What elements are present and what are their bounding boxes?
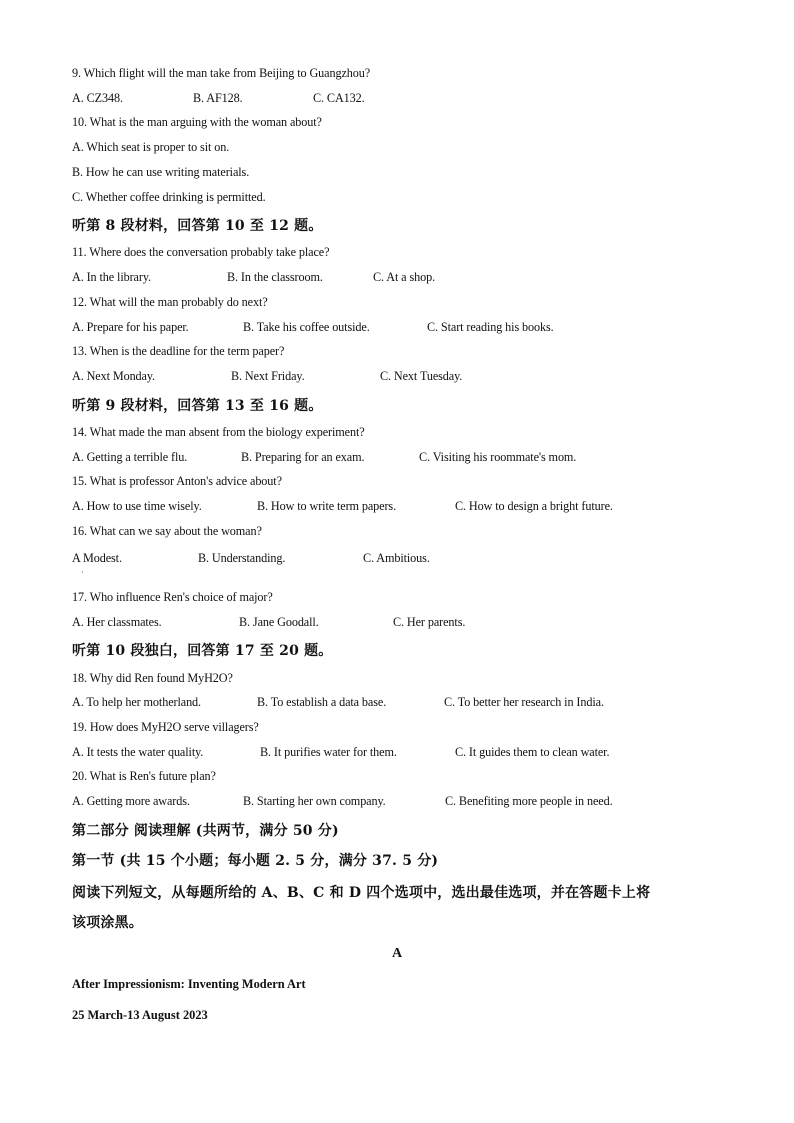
question-18: 18. Why did Ren found MyH2O?: [72, 671, 233, 685]
q9-option-b: B. AF128.: [193, 91, 243, 105]
q17-option-c: C. Her parents.: [393, 615, 466, 629]
q20-option-a: A. Getting more awards.: [72, 794, 190, 808]
q16-option-b: B. Understanding.: [198, 551, 286, 565]
q15-option-c: C. How to design a bright future.: [455, 499, 613, 513]
q12-option-c: C. Start reading his books.: [427, 320, 554, 334]
stray-mark: ·: [81, 568, 84, 577]
question-10: 10. What is the man arguing with the woman about?: [72, 115, 322, 129]
q11-option-b: B. In the classroom.: [227, 270, 323, 284]
section-1-heading: 第一节 (共 15 个小题；每小题 2. 5 分，满分 37. 5 分): [72, 853, 439, 869]
instruction-line-2: 该项涂黑。: [72, 915, 143, 931]
q9-option-c: C. CA132.: [313, 91, 365, 105]
question-9: 9. Which flight will the man take from Beijing to Guangzhou?: [72, 66, 371, 80]
question-14: 14. What made the man absent from the biology experiment?: [72, 425, 365, 439]
q9-option-a: A. CZ348.: [72, 91, 123, 105]
q18-option-b: B. To establish a data base.: [257, 695, 387, 709]
q11-option-a: A. In the library.: [72, 270, 151, 284]
question-20: 20. What is Ren's future plan?: [72, 769, 216, 783]
section-10-heading: 听第 10 段独白，回答第 17 至 20 题。: [72, 643, 333, 659]
q11-option-c: C. At a shop.: [373, 270, 436, 284]
part-2-heading: 第二部分 阅读理解 (共两节，满分 50 分): [72, 823, 339, 839]
section-9-heading: 听第 9 段材料，回答第 13 至 16 题。: [72, 398, 323, 414]
q10-option-b: B. How he can use writing materials.: [72, 165, 250, 179]
q14-option-c: C. Visiting his roommate's mom.: [419, 450, 577, 464]
question-16: 16. What can we say about the woman?: [72, 524, 262, 538]
question-19: 19. How does MyH2O serve villagers?: [72, 720, 259, 734]
q12-option-b: B. Take his coffee outside.: [243, 320, 370, 334]
q15-option-a: A. How to use time wisely.: [72, 499, 202, 513]
instruction-line-1: 阅读下列短文，从每题所给的 A、B、C 和 D 四个选项中，选出最佳选项，并在答题卡上将: [72, 885, 651, 901]
question-15: 15. What is professor Anton's advice about?: [72, 474, 282, 488]
question-12: 12. What will the man probably do next?: [72, 295, 268, 309]
q17-option-b: B. Jane Goodall.: [239, 615, 319, 629]
q19-option-a: A. It tests the water quality.: [72, 745, 204, 759]
question-17: 17. Who influence Ren's choice of major?: [72, 590, 273, 604]
q10-option-a: A. Which seat is proper to sit on.: [72, 140, 230, 154]
q20-option-b: B. Starting her own company.: [243, 794, 386, 808]
q10-option-c: C. Whether coffee drinking is permitted.: [72, 190, 266, 204]
passage-dates: 25 March-13 August 2023: [72, 1008, 208, 1022]
passage-title: After Impressionism: Inventing Modern Art: [72, 977, 306, 991]
q13-option-c: C. Next Tuesday.: [380, 369, 463, 383]
q13-option-b: B. Next Friday.: [231, 369, 305, 383]
question-11: 11. Where does the conversation probably take place?: [72, 245, 330, 259]
q18-option-c: C. To better her research in India.: [444, 695, 604, 709]
q16-option-c: C. Ambitious.: [363, 551, 430, 565]
q14-option-b: B. Preparing for an exam.: [241, 450, 365, 464]
q20-option-c: C. Benefiting more people in need.: [445, 794, 613, 808]
section-8-heading: 听第 8 段材料，回答第 10 至 12 题。: [72, 218, 323, 234]
question-13: 13. When is the deadline for the term paper?: [72, 344, 285, 358]
q15-option-b: B. How to write term papers.: [257, 499, 397, 513]
q19-option-b: B. It purifies water for them.: [260, 745, 397, 759]
q17-option-a: A. Her classmates.: [72, 615, 162, 629]
q19-option-c: C. It guides them to clean water.: [455, 745, 610, 759]
passage-label: A: [391, 946, 403, 961]
q18-option-a: A. To help her motherland.: [72, 695, 201, 709]
q12-option-a: A. Prepare for his paper.: [72, 320, 189, 334]
q13-option-a: A. Next Monday.: [72, 369, 156, 383]
q16-option-a: A Modest.: [72, 551, 122, 565]
q14-option-a: A. Getting a terrible flu.: [72, 450, 188, 464]
